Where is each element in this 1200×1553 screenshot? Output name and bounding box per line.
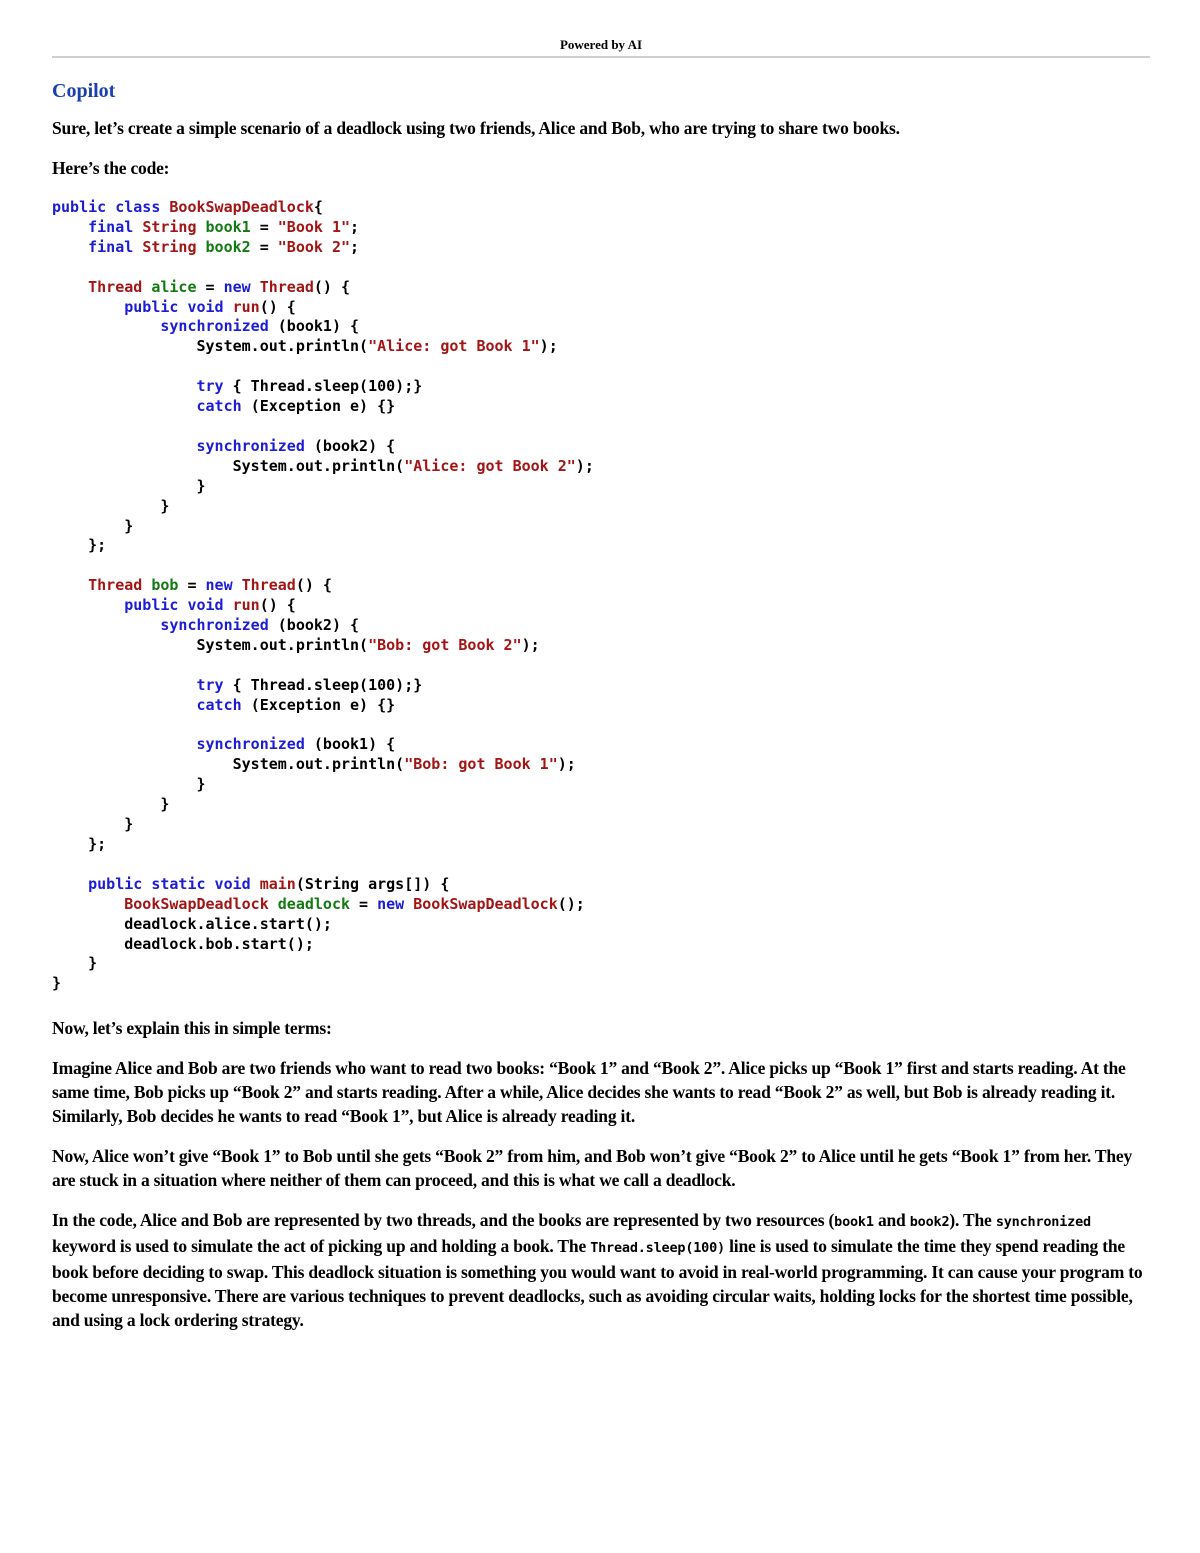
- code-token: synchronized: [196, 735, 314, 754]
- code-token: new: [205, 576, 242, 595]
- code-line: [52, 795, 169, 813]
- code-token: =: [196, 277, 224, 296]
- code-token: { Thread.sleep(100);}: [232, 675, 423, 694]
- code-token: try: [196, 377, 233, 396]
- page-header: Powered by AI: [559, 37, 643, 52]
- code-token: (book2) {: [277, 616, 360, 635]
- code-token: }: [52, 516, 134, 535]
- code-intro: Here’s the code:: [52, 158, 170, 178]
- code-line: [52, 696, 395, 714]
- code-token: deadlock: [277, 894, 351, 913]
- chat-response: [52, 78, 1150, 1348]
- code-line: [52, 337, 558, 355]
- explain-intro: Now, let’s explain this in simple terms:: [52, 1018, 332, 1039]
- code-token: BookSwapDeadlock: [124, 894, 278, 913]
- code-token: final: [88, 217, 143, 236]
- code-line: [52, 596, 296, 614]
- code-token: "Alice: got Book 1": [368, 337, 540, 356]
- code-token: [52, 875, 88, 893]
- code-token: synchronized: [160, 616, 278, 635]
- code-token: try: [196, 675, 233, 694]
- code-token: );: [557, 755, 576, 774]
- code-line: [52, 576, 332, 594]
- code-token: ();: [557, 894, 585, 913]
- code-line: [52, 974, 61, 992]
- header-divider: [52, 56, 1150, 58]
- code-token: Thread: [88, 277, 152, 296]
- inline-code-synchronized: synchronized: [995, 1214, 1091, 1231]
- code-token: {: [313, 198, 323, 216]
- code-token: alice: [151, 277, 197, 296]
- code-token: book1: [205, 217, 251, 236]
- code-token: [52, 895, 124, 913]
- code-line: [52, 317, 359, 335]
- code-line: [52, 775, 206, 793]
- text-span: and: [873, 1210, 910, 1231]
- code-line: [52, 636, 540, 654]
- code-token: () {: [295, 576, 332, 595]
- code-token: () {: [259, 596, 296, 615]
- code-token: "Bob: got Book 1": [404, 755, 558, 774]
- code-token: public static void: [88, 874, 260, 893]
- code-token: [52, 437, 197, 455]
- code-token: [52, 576, 88, 594]
- code-token: run: [232, 596, 260, 615]
- code-token: =: [250, 217, 278, 236]
- explanation-paragraph-2: Now, Alice won’t give “Book 1” to Bob until she gets “Book 2” from him, and Bob won’t give “Book 2” to Alice until he gets “Book 1” from her. They are stuck in a situation where neither of them can proceed, and this is what we call a deadlock.: [52, 1146, 1133, 1191]
- code-token: );: [575, 456, 594, 475]
- code-line: [52, 377, 422, 395]
- code-line: [52, 497, 169, 515]
- code-token: run: [232, 297, 260, 316]
- code-token: [52, 676, 197, 694]
- code-token: [52, 278, 88, 296]
- code-token: );: [521, 635, 540, 654]
- code-token: (Exception e) {}: [250, 397, 396, 416]
- code-token: String: [142, 217, 206, 236]
- code-token: new: [223, 277, 260, 296]
- code-token: () {: [259, 297, 296, 316]
- code-token: main: [259, 874, 296, 893]
- code-line: [52, 735, 395, 753]
- code-token: catch: [196, 397, 251, 416]
- explanation-paragraph-1: Imagine Alice and Bob are two friends who want to read two books: “Book 1” and “Book 2”. Alice picks up “Book 1” first and starts reading. At the same time, Bob picks up “Book 2” and starts reading. After a while, Alice decides she wants to read “Book 2” as well, but Bob is already reading it. Similarly, Bob decides he wants to read “Book 1”, but Alice is already reading it.: [52, 1058, 1126, 1127]
- code-token: "Bob: got Book 2": [368, 635, 522, 654]
- code-line: [52, 238, 359, 256]
- code-token: synchronized: [160, 317, 278, 336]
- code-token: }: [52, 974, 62, 993]
- code-token: (String args[]) {: [295, 874, 450, 893]
- code-token: ;: [350, 217, 360, 236]
- code-line: [52, 477, 206, 495]
- code-token: synchronized: [196, 436, 314, 455]
- code-token: deadlock.alice.start();: [52, 914, 332, 933]
- intro-paragraph: Sure, let’s create a simple scenario of a deadlock using two friends, Alice and Bob, who are trying to share two books.: [52, 118, 900, 138]
- code-line: [52, 935, 314, 953]
- code-line: [52, 536, 106, 554]
- explanation-paragraph-3: [52, 1208, 1150, 1332]
- code-token: () {: [313, 277, 351, 296]
- code-token: [52, 377, 197, 395]
- code-token: [52, 397, 197, 415]
- code-line: [52, 755, 576, 773]
- code-token: [52, 298, 124, 316]
- code-token: };: [52, 536, 107, 555]
- code-token: "Alice: got Book 2": [404, 456, 576, 475]
- code-token: "Book 1": [277, 217, 351, 236]
- code-token: [52, 616, 160, 634]
- code-token: [52, 596, 124, 614]
- code-token: System.out.println(: [52, 337, 369, 356]
- code-token: =: [350, 894, 378, 913]
- code-token: Thread: [88, 576, 152, 595]
- code-token: (Exception e) {}: [250, 695, 396, 714]
- code-line: [52, 397, 395, 415]
- inline-code-book2: book2: [909, 1214, 950, 1231]
- code-token: System.out.println(: [52, 755, 405, 774]
- code-token: ;: [350, 237, 360, 256]
- code-token: System.out.println(: [52, 635, 369, 654]
- code-line: [52, 616, 359, 634]
- code-token: (book1) {: [277, 317, 360, 336]
- code-line: [52, 954, 97, 972]
- text-span: In the code, Alice and Bob are represented by two threads, and the books are represented by two resources (: [52, 1210, 835, 1231]
- code-token: };: [52, 835, 107, 853]
- code-token: }: [52, 476, 206, 495]
- code-token: public void: [124, 297, 233, 316]
- code-token: =: [178, 576, 206, 595]
- text-span: line is used to simulate the time they spend reading the book before deciding to swap. This deadlock situation is something you would want to avoid in real-world programming. It can cause your program to become unresponsive. There are various techniques to prevent deadlocks, such as avoiding circular waits, holding locks for the shortest time possible, and using a lock ordering strategy.: [52, 1236, 1143, 1331]
- inline-code-book1: book1: [834, 1214, 874, 1231]
- code-token: [52, 696, 197, 714]
- code-token: String: [142, 237, 206, 256]
- code-line: [52, 875, 449, 893]
- code-line: [52, 815, 133, 833]
- code-token: final: [88, 237, 143, 256]
- code-token: deadlock.bob.start();: [52, 934, 314, 953]
- code-line: [52, 676, 422, 694]
- code-token: [52, 735, 197, 753]
- code-line: [52, 457, 594, 475]
- code-line: [52, 437, 395, 455]
- code-line: [52, 278, 350, 296]
- code-token: (book1) {: [313, 735, 396, 754]
- code-token: BookSwapDeadlock: [413, 894, 558, 913]
- code-token: =: [250, 237, 278, 256]
- code-token: [52, 317, 160, 335]
- code-token: System.out.println(: [52, 456, 405, 475]
- code-token: book2: [205, 237, 251, 256]
- code-line: [52, 198, 323, 216]
- code-token: }: [52, 815, 134, 834]
- code-block[interactable]: [52, 198, 1150, 994]
- code-token: Thread: [259, 277, 314, 296]
- speaker-name: Copilot: [52, 80, 116, 102]
- code-token: );: [539, 337, 558, 356]
- code-line: [52, 517, 133, 535]
- code-token: }: [52, 496, 170, 515]
- code-token: { Thread.sleep(100);}: [232, 377, 423, 396]
- code-token: public void: [124, 596, 233, 615]
- code-token: catch: [196, 695, 251, 714]
- code-token: [52, 238, 88, 256]
- code-token: }: [52, 795, 170, 814]
- code-token: new: [377, 894, 414, 913]
- code-token: [52, 218, 88, 236]
- code-token: bob: [151, 576, 179, 595]
- code-token: (book2) {: [313, 436, 396, 455]
- code-token: "Book 2": [277, 237, 351, 256]
- code-token: public class: [52, 198, 170, 216]
- code-token: BookSwapDeadlock: [169, 198, 314, 216]
- code-line: [52, 915, 332, 933]
- text-span: ). The: [949, 1210, 996, 1231]
- code-token: Thread: [241, 576, 296, 595]
- code-line: [52, 835, 106, 853]
- code-line: [52, 895, 585, 913]
- code-token: }: [52, 954, 98, 973]
- code-token: }: [52, 775, 206, 794]
- inline-code-thread-sleep: Thread.sleep(100): [590, 1240, 725, 1257]
- text-span: keyword is used to simulate the act of picking up and holding a book. The: [52, 1236, 591, 1257]
- code-line: [52, 298, 296, 316]
- code-line: [52, 218, 359, 236]
